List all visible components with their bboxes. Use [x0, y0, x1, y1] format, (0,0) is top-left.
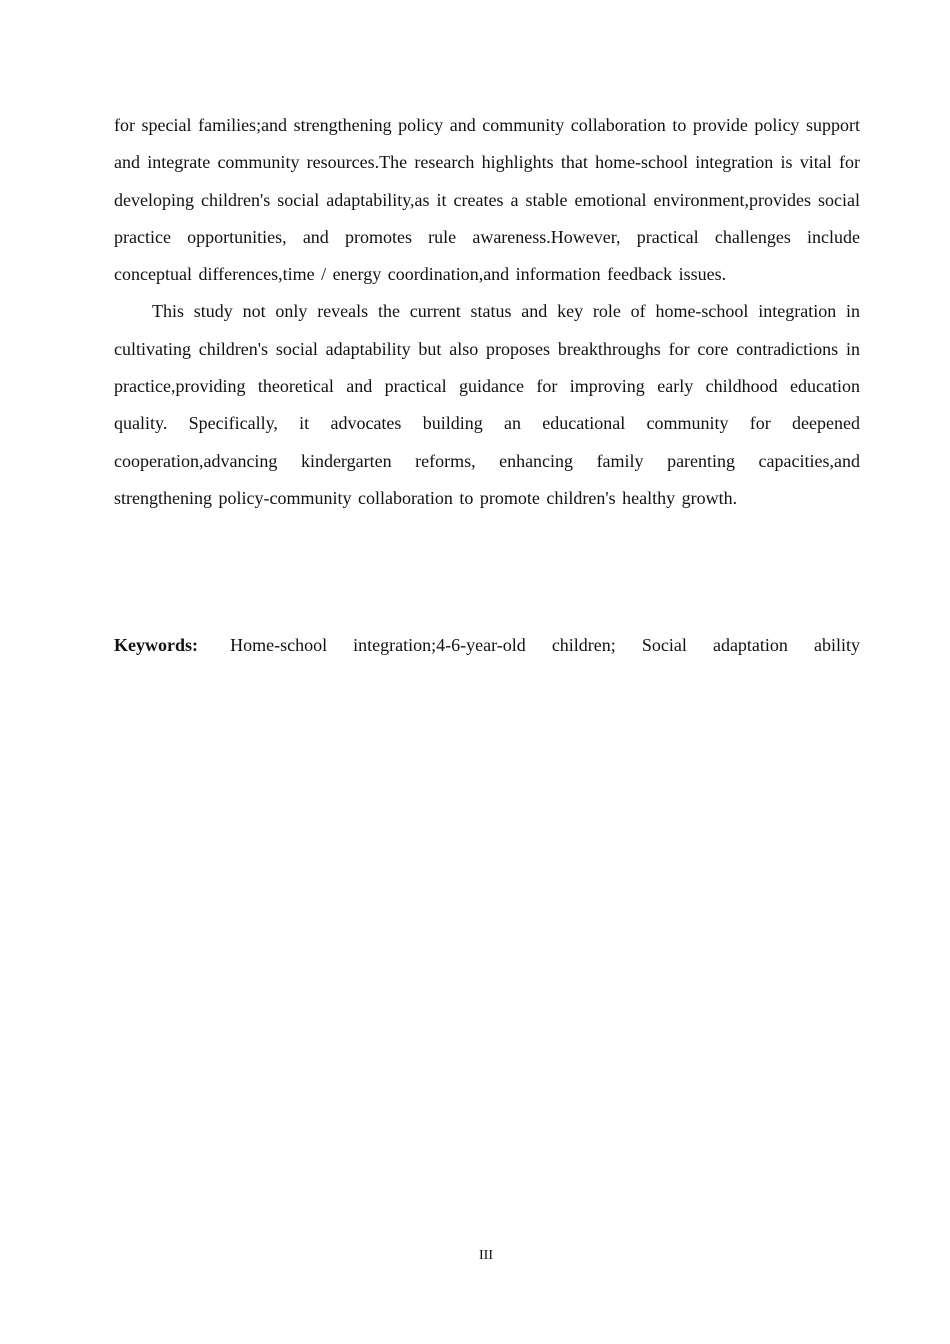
page-number: III	[479, 1248, 493, 1263]
keywords-line	[114, 627, 860, 664]
keywords-value: Home-school integration;4-6-year-old children; Social adaptation ability	[230, 635, 861, 655]
abstract-body	[114, 107, 860, 517]
abstract-paragraph-study: This study not only reveals the current status and key role of home-school integration in cultivating children's social adaptability but also proposes breakthroughs for core contradictions in practice,providing theoretical and practical guidance for improving early childhood education quality. Specifically, it advocates building an educational community for deepened cooperation,advancing kindergarten reforms, enhancing family parenting capacities,and strengthening policy-community collaboration to promote children's healthy growth.	[114, 301, 860, 508]
keywords-label: Keywords:	[114, 635, 198, 655]
abstract-paragraph-continued: for special families;and strengthening policy and community collaboration to provide policy support and integrate community resources.The research highlights that home-school integration is vital for developing children's social adaptability,as it creates a stable emotional environment,provides social practice opportunities, and promotes rule awareness.However, practical challenges include conceptual differences,time / energy coordination,and information feedback issues.	[114, 115, 860, 285]
